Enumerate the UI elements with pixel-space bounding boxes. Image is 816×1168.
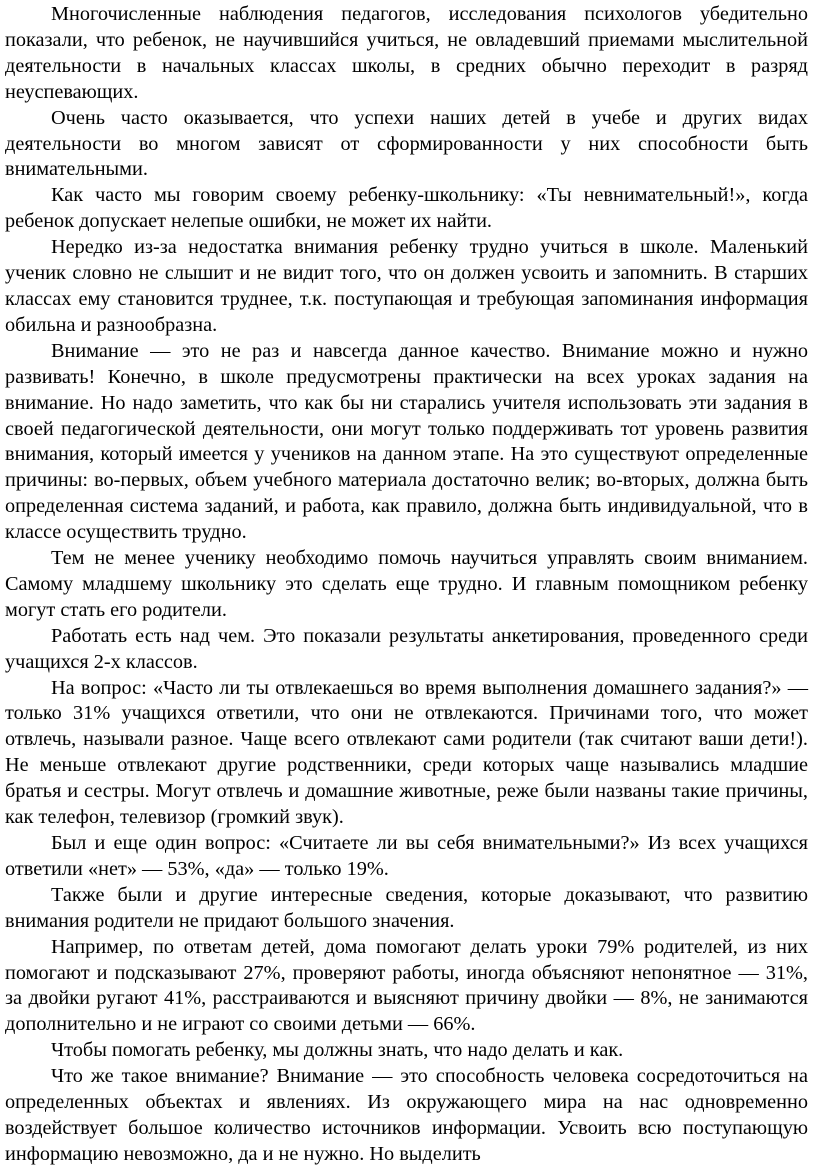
paragraph: Как часто мы говорим своему ребенку-школьнику: «Ты невнимательный!», когда ребенок допускает нелепые ошибки, не может их найти. [5,184,808,233]
paragraph: Очень часто оказывается, что успехи наших детей в учебе и других видах деятельности во многом зависят от сформированности у них способности быть внимательными. [5,106,808,181]
paragraph: Внимание — это не раз и навсегда данное качество. Внимание можно и нужно развивать! Конечно, в школе предусмотрены практически на всех уроках задания на внимание. Но надо заметить, что как бы ни старались учителя использовать эти задания в своей педагогической деятельности, они могут только поддерживать тот уровень развития внимания, который имеется у учеников на данном этапе. На это существуют определенные причины: во-первых, объем учебного материала достаточно велик; во-вторых, должна быть определенная система заданий, и работа, как правило, должна быть индивидуальной, что в классе осуществить трудно. [5,339,808,544]
paragraph: Также были и другие интересные сведения, которые доказывают, что развитию внимания родители не придают большого значения. [5,883,808,932]
paragraph: Чтобы помогать ребенку, мы должны знать, что надо делать и как. [51,1039,624,1062]
paragraph: Работать есть над чем. Это показали результаты анкетирования, проведенного среди учащихся 2-х классов. [5,624,808,673]
paragraph: Тем не менее ученику необходимо помочь научиться управлять своим вниманием. Самому младшему школьнику это сделать еще трудно. И главным помощником ребенку могут стать его родители. [5,547,808,621]
paragraph: Например, по ответам детей, дома помогают делать уроки 79% родителей, из них помогают и подсказывают 27%, проверяют работы, иногда объясняют непонятное — 31%, за двойки ругают 41%, расстраиваются и выясняют причину двойки — 8%, не занимаются дополнительно и не играют со своими детьми — 66%. [5,935,808,1036]
paragraph: На вопрос: «Часто ли ты отвлекаешься во время выполнения домашнего задания?» — только 31% учащихся ответили, что они не отвлекаются. Причинами того, что может отвлечь, называли разное. Чаще всего отвлекают сами родители (так считают ваши дети!). Не меньше отвлекают другие родственники, среди которых чаще назывались младшие братья и сестры. Могут отвлечь и домашние животные, реже были названы такие причины, как телефон, телевизор (громкий звук). [5,676,808,829]
document-body [5,2,808,1168]
paragraph: Что же такое внимание? Внимание — это способность человека сосредоточиться на определенных объектах и явлениях. Из окружающего мира на нас одновременно воздействует большое количество источников информации. Усвоить всю поступающую информацию невозможно, да и не нужно. Но выделить [5,1065,808,1165]
paragraph: Нередко из-за недостатка внимания ребенку трудно учиться в школе. Маленький ученик словно не слышит и не видит того, что он должен усвоить и запомнить. В старших классах ему становится труднее, т.к. поступающая и требующая запоминания информация обильна и разнообразна. [5,236,808,336]
paragraph: Был и еще один вопрос: «Считаете ли вы себя внимательными?» Из всех учащихся ответили «нет» — 53%, «да» — только 19%. [5,832,808,880]
paragraph: Многочисленные наблюдения педагогов, исследования психологов убедительно показали, что ребенок, не научившийся учиться, не овладевший приемами мыслительной деятельности в начальных классах школы, в средних обычно переходит в разряд неуспевающих. [5,3,808,103]
